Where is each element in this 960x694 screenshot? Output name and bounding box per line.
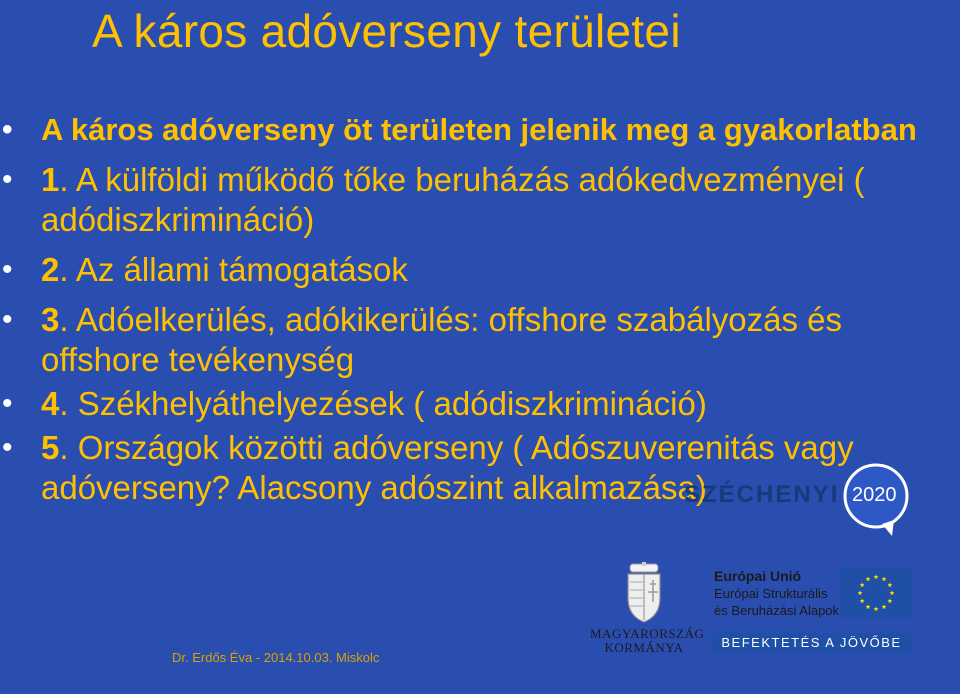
bullet-text: . Az állami támogatások: [59, 251, 408, 288]
bullet-item-2: [0, 250, 960, 290]
bullet-intro: [0, 110, 960, 150]
future-investment-banner: BEFEKTETÉS A JÖVŐBE: [711, 633, 912, 652]
eu-fund-line-1: Európai Strukturális: [714, 586, 828, 601]
bullet-text: . Székhelyáthelyezések ( adódiszkrimináció): [59, 385, 707, 422]
bullet-number: 1: [41, 161, 60, 198]
szechenyi-logo-year: 2020: [852, 484, 897, 506]
government-name-line-1: MAGYARORSZÁG: [590, 626, 705, 641]
bullet-item-3: [0, 300, 960, 380]
slide-title: A káros adóverseny területei: [92, 5, 681, 57]
bullet-text: . A külföldi működő tőke beruházás adókedvezményei ( adódiszkrimináció): [41, 161, 865, 238]
eu-flag-icon: [840, 568, 912, 618]
bullet-list: [0, 110, 960, 518]
szechenyi-logo-word: SZÉCHENYI: [684, 481, 840, 508]
government-name: [590, 626, 705, 655]
government-name-line-2: KORMÁNYA: [604, 640, 684, 655]
bullet-text: . Adóelkerülés, adókikerülés: offshore szabályozás és offshore tevékenység: [41, 301, 843, 378]
bullet-number: 3: [41, 301, 60, 338]
bullet-text: A káros adóverseny öt területen jelenik meg a gyakorlatban: [41, 112, 917, 147]
bullet-number: 4: [41, 385, 60, 422]
bullet-text: . Országok közötti adóverseny ( Adószuverenitás vagy adóverseny? Alacsony adószint alkalmazása): [41, 429, 854, 506]
bullet-item-1: [0, 160, 960, 240]
eu-fund-line-2: és Beruházási Alapok: [714, 603, 840, 618]
footer-text: Dr. Erdős Éva - 2014.10.03. Miskolc: [172, 650, 380, 665]
hungarian-crest-icon: [624, 562, 664, 624]
bullet-number: 2: [41, 251, 60, 288]
eu-union-label: Európai Unió: [714, 568, 802, 584]
bullet-item-4: [0, 384, 960, 424]
eu-label-block: [714, 568, 839, 619]
bullet-number: 5: [41, 429, 60, 466]
